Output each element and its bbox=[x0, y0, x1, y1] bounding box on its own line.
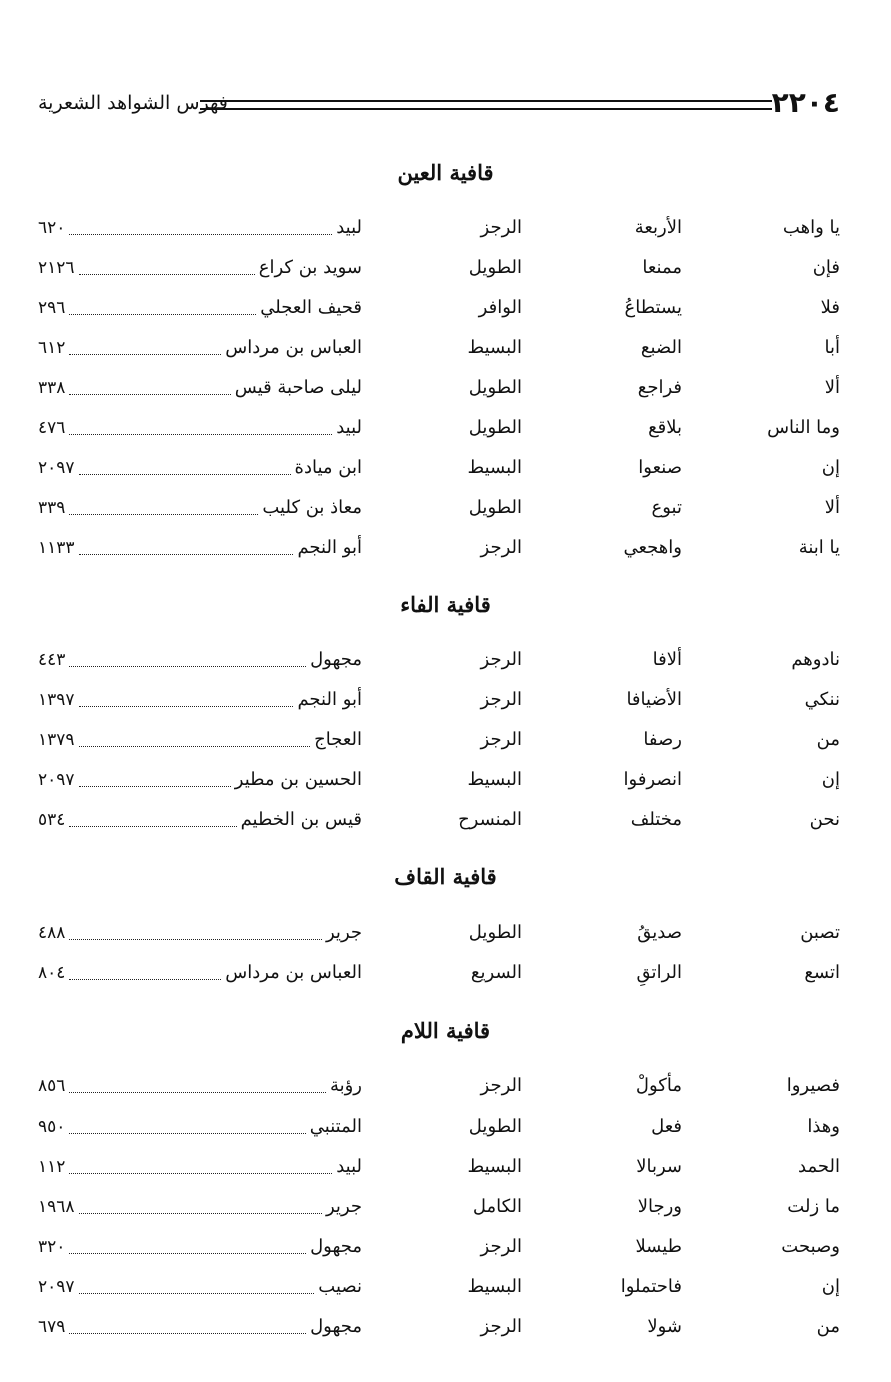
meter: البسيط bbox=[467, 457, 522, 478]
rhyme-word: فاحتملوا bbox=[620, 1276, 682, 1297]
index-row bbox=[38, 805, 840, 835]
rhyme-word: فعل bbox=[651, 1116, 682, 1137]
poet-name: رؤبة bbox=[329, 1075, 362, 1096]
first-word: يا واهب bbox=[782, 217, 840, 238]
rhyme-word: فراجع bbox=[637, 377, 682, 398]
rhyme-word: ورجالا bbox=[637, 1196, 682, 1217]
page-reference: ٤٧٦ bbox=[38, 418, 66, 438]
rhyme-word: تبوع bbox=[651, 497, 682, 518]
page-reference: ٢٠٩٧ bbox=[38, 770, 75, 790]
poet-name: ليلى صاحبة قيس bbox=[234, 377, 362, 398]
poet-entry bbox=[38, 373, 362, 403]
meter: الطويل bbox=[468, 922, 522, 943]
first-word: تصبن bbox=[800, 922, 840, 943]
poet-entry bbox=[38, 725, 362, 755]
page-number: ٢٢٠٤ bbox=[771, 86, 840, 119]
index-row bbox=[38, 1232, 840, 1262]
index-row bbox=[38, 253, 840, 283]
page-reference: ١١٣٣ bbox=[38, 538, 75, 558]
first-word: ننكي bbox=[804, 689, 840, 710]
poet-name: لبيد bbox=[336, 417, 362, 438]
meter: البسيط bbox=[467, 769, 522, 790]
poet-name: أبو النجم bbox=[297, 537, 362, 558]
rhyme-word: بلاقع bbox=[648, 417, 682, 438]
poet-entry bbox=[38, 918, 362, 948]
dot-leader bbox=[69, 313, 256, 315]
rhyme-word: سربالا bbox=[636, 1156, 682, 1177]
meter: البسيط bbox=[467, 1276, 522, 1297]
poet-name: لبيد bbox=[336, 217, 362, 238]
poet-entry bbox=[38, 1272, 362, 1302]
poet-entry bbox=[38, 1112, 362, 1142]
poet-name: الحسين بن مطير bbox=[234, 769, 362, 790]
rhyme-word: الأربعة bbox=[634, 217, 682, 238]
meter: الطويل bbox=[468, 497, 522, 518]
poet-name: مجهول bbox=[310, 1316, 362, 1337]
poet-name: لبيد bbox=[336, 1156, 362, 1177]
page-header bbox=[38, 86, 840, 120]
index-row bbox=[38, 1312, 840, 1342]
rhyme-word: صنعوا bbox=[638, 457, 682, 478]
dot-leader bbox=[79, 273, 255, 275]
rhyme-word: صديقُ bbox=[637, 922, 682, 943]
dot-leader bbox=[69, 938, 322, 940]
index-row bbox=[38, 685, 840, 715]
rhyme-word: طيسلا bbox=[635, 1236, 682, 1257]
dot-leader bbox=[79, 1212, 322, 1214]
rhyme-word: مختلف bbox=[630, 809, 682, 830]
page-reference: ٤٤٣ bbox=[38, 650, 66, 670]
page-reference: ٦٢٠ bbox=[38, 218, 66, 238]
page-reference: ٨٥٦ bbox=[38, 1076, 66, 1096]
poet-name: أبو النجم bbox=[297, 689, 362, 710]
dot-leader bbox=[79, 705, 294, 707]
first-word: إن bbox=[821, 457, 840, 478]
poet-name: قيس بن الخطيم bbox=[240, 809, 362, 830]
first-word: ألا bbox=[824, 497, 840, 518]
poet-name: جرير bbox=[326, 922, 362, 943]
dot-leader bbox=[69, 353, 221, 355]
first-word: اتسع bbox=[804, 962, 840, 983]
meter: الرجز bbox=[480, 729, 522, 750]
meter: المنسرح bbox=[458, 809, 522, 830]
dot-leader bbox=[69, 665, 306, 667]
page-reference: ١١٢ bbox=[38, 1157, 66, 1177]
first-word: إن bbox=[821, 769, 840, 790]
poet-entry bbox=[38, 293, 362, 323]
poet-entry bbox=[38, 958, 362, 988]
dot-leader bbox=[69, 1172, 332, 1174]
first-word: نادوهم bbox=[791, 649, 840, 670]
page-reference: ٢٠٩٧ bbox=[38, 458, 75, 478]
poet-entry bbox=[38, 253, 362, 283]
first-word: ما زلت bbox=[787, 1196, 840, 1217]
page-reference: ٣٣٨ bbox=[38, 378, 66, 398]
poet-entry bbox=[38, 213, 362, 243]
meter: الطويل bbox=[468, 417, 522, 438]
poet-name: معاذ بن كليب bbox=[262, 497, 362, 518]
poet-entry bbox=[38, 645, 362, 675]
dot-leader bbox=[69, 433, 332, 435]
first-word: إن bbox=[821, 1276, 840, 1297]
poet-name: مجهول bbox=[310, 1236, 362, 1257]
section-title-fa: قافية الفاء bbox=[400, 592, 491, 617]
poet-name: سويد بن كراع bbox=[258, 257, 362, 278]
meter: الطويل bbox=[468, 257, 522, 278]
dot-leader bbox=[79, 745, 311, 747]
section-title-ayn: قافية العين bbox=[397, 160, 494, 185]
page-reference: ٣٢٠ bbox=[38, 1237, 66, 1257]
page-reference: ٢٠٩٧ bbox=[38, 1277, 75, 1297]
rhyme-word: الأضيافا bbox=[626, 689, 682, 710]
poet-entry bbox=[38, 765, 362, 795]
page-reference: ٣٣٩ bbox=[38, 498, 66, 518]
index-row bbox=[38, 213, 840, 243]
meter: الطويل bbox=[468, 1116, 522, 1137]
poet-entry bbox=[38, 1152, 362, 1182]
dot-leader bbox=[79, 785, 231, 787]
poet-entry bbox=[38, 1071, 362, 1101]
first-word: وصبحت bbox=[781, 1236, 840, 1257]
index-row bbox=[38, 533, 840, 563]
poet-name: العباس بن مرداس bbox=[225, 337, 362, 358]
meter: الرجز bbox=[480, 649, 522, 670]
dot-leader bbox=[79, 1292, 315, 1294]
rhyme-word: يستطاعُ bbox=[624, 297, 682, 318]
dot-leader bbox=[69, 978, 221, 980]
page-reference: ٤٨٨ bbox=[38, 923, 66, 943]
first-word: أبا bbox=[824, 337, 840, 358]
rhyme-word: شولا bbox=[647, 1316, 682, 1337]
header-double-rule bbox=[200, 100, 772, 110]
index-row bbox=[38, 645, 840, 675]
poet-entry bbox=[38, 685, 362, 715]
poet-entry bbox=[38, 1312, 362, 1342]
meter: الرجز bbox=[480, 1236, 522, 1257]
poet-entry bbox=[38, 493, 362, 523]
running-title: فهرس الشواهد الشعرية bbox=[38, 92, 228, 114]
meter: الطويل bbox=[468, 377, 522, 398]
page-reference: ٢١٢٦ bbox=[38, 258, 75, 278]
rhyme-word: واهجعي bbox=[623, 537, 682, 558]
index-row bbox=[38, 1192, 840, 1222]
first-word: فإن bbox=[812, 257, 840, 278]
poet-entry bbox=[38, 1232, 362, 1262]
index-row bbox=[38, 293, 840, 323]
page-reference: ٥٣٤ bbox=[38, 810, 66, 830]
first-word: وما الناس bbox=[767, 417, 840, 438]
dot-leader bbox=[79, 473, 291, 475]
first-word: وهذا bbox=[807, 1116, 840, 1137]
index-row bbox=[38, 725, 840, 755]
dot-leader bbox=[69, 233, 332, 235]
poet-name: مجهول bbox=[310, 649, 362, 670]
meter: السريع bbox=[470, 962, 522, 983]
index-row bbox=[38, 373, 840, 403]
dot-leader bbox=[69, 1252, 306, 1254]
first-word: فصيروا bbox=[786, 1075, 840, 1096]
index-row bbox=[38, 958, 840, 988]
rhyme-word: انصرفوا bbox=[623, 769, 682, 790]
poet-name: قحيف العجلي bbox=[260, 297, 362, 318]
rhyme-word: الضبع bbox=[640, 337, 682, 358]
index-row bbox=[38, 333, 840, 363]
poet-name: نصيب bbox=[318, 1276, 362, 1297]
poet-entry bbox=[38, 533, 362, 563]
first-word: الحمد bbox=[798, 1156, 840, 1177]
poet-entry bbox=[38, 1192, 362, 1222]
meter: الرجز bbox=[480, 1316, 522, 1337]
index-row bbox=[38, 918, 840, 948]
meter: الرجز bbox=[480, 1075, 522, 1096]
rhyme-word: ممنعا bbox=[642, 257, 682, 278]
first-word: فلا bbox=[820, 297, 840, 318]
rhyme-word: رصفا bbox=[643, 729, 682, 750]
page-reference: ١٣٧٩ bbox=[38, 730, 75, 750]
first-word: من bbox=[816, 1316, 840, 1337]
page-reference: ٦١٢ bbox=[38, 338, 66, 358]
first-word: من bbox=[816, 729, 840, 750]
dot-leader bbox=[69, 513, 258, 515]
dot-leader bbox=[79, 553, 294, 555]
page-reference: ٦٧٩ bbox=[38, 1317, 66, 1337]
page-reference: ١٩٦٨ bbox=[38, 1197, 75, 1217]
poet-entry bbox=[38, 453, 362, 483]
index-row bbox=[38, 493, 840, 523]
meter: الكامل bbox=[472, 1196, 522, 1217]
rhyme-word: ألافا bbox=[652, 649, 682, 670]
page-reference: ٨٠٤ bbox=[38, 963, 66, 983]
page-reference: ٩٥٠ bbox=[38, 1117, 66, 1137]
index-row bbox=[38, 1112, 840, 1142]
section-title-lam: قافية اللام bbox=[400, 1018, 491, 1043]
poet-name: العباس بن مرداس bbox=[225, 962, 362, 983]
first-word: نحن bbox=[809, 809, 840, 830]
meter: الوافر bbox=[478, 297, 522, 318]
page-reference: ١٣٩٧ bbox=[38, 690, 75, 710]
dot-leader bbox=[69, 393, 230, 395]
poet-entry bbox=[38, 413, 362, 443]
poet-name: جرير bbox=[326, 1196, 362, 1217]
dot-leader bbox=[69, 825, 236, 827]
poet-name: المتنبي bbox=[309, 1116, 362, 1137]
index-row bbox=[38, 765, 840, 795]
dot-leader bbox=[69, 1132, 305, 1134]
meter: الرجز bbox=[480, 217, 522, 238]
index-row bbox=[38, 1152, 840, 1182]
dot-leader bbox=[69, 1091, 326, 1093]
index-row bbox=[38, 1071, 840, 1101]
page-reference: ٢٩٦ bbox=[38, 298, 66, 318]
meter: البسيط bbox=[467, 1156, 522, 1177]
poet-entry bbox=[38, 333, 362, 363]
first-word: ألا bbox=[824, 377, 840, 398]
meter: البسيط bbox=[467, 337, 522, 358]
poet-name: ابن ميادة bbox=[294, 457, 362, 478]
meter: الرجز bbox=[480, 689, 522, 710]
index-row bbox=[38, 1272, 840, 1302]
dot-leader bbox=[69, 1332, 306, 1334]
index-row bbox=[38, 413, 840, 443]
rhyme-word: الراتقِ bbox=[636, 962, 682, 983]
first-word: يا ابنة bbox=[798, 537, 840, 558]
poet-name: العجاج bbox=[314, 729, 362, 750]
index-row bbox=[38, 453, 840, 483]
meter: الرجز bbox=[480, 537, 522, 558]
rhyme-word: مأكولْ bbox=[635, 1075, 682, 1096]
poet-entry bbox=[38, 805, 362, 835]
section-title-qaf: قافية القاف bbox=[394, 864, 497, 889]
